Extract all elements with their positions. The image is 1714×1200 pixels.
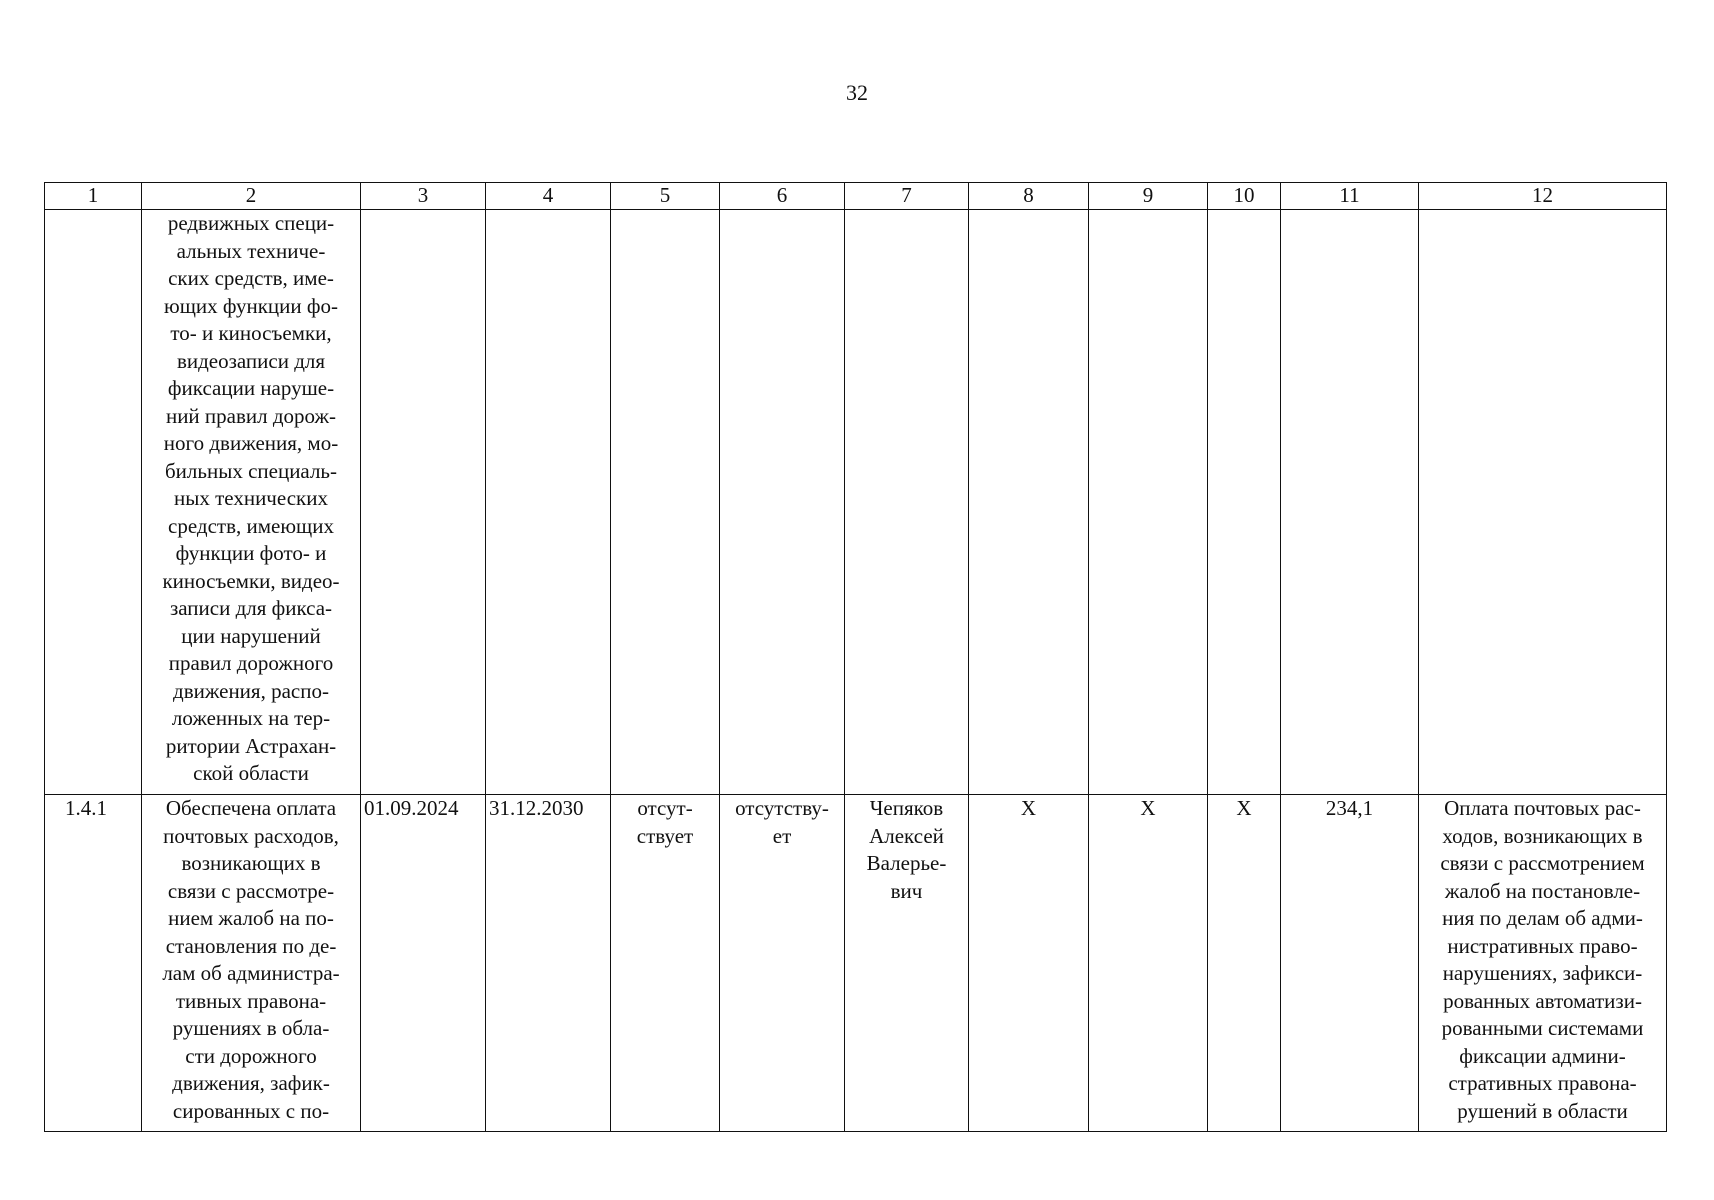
col-header-10: 10 bbox=[1208, 183, 1281, 210]
cell bbox=[486, 210, 611, 795]
col-header-11: 11 bbox=[1281, 183, 1419, 210]
cell-col9: X bbox=[1089, 795, 1208, 1132]
col-header-3: 3 bbox=[361, 183, 486, 210]
cell-amount: 234,1 bbox=[1281, 795, 1419, 1132]
col-header-12: 12 bbox=[1419, 183, 1667, 210]
cell-col6: отсутству- ет bbox=[720, 795, 845, 1132]
cell bbox=[845, 210, 969, 795]
col-header-1: 1 bbox=[45, 183, 142, 210]
col-header-6: 6 bbox=[720, 183, 845, 210]
table-row-continuation bbox=[45, 210, 1667, 795]
cell-end-date: 31.12.2030 bbox=[486, 795, 611, 1132]
cell-item-number: 1.4.1 bbox=[45, 795, 142, 1132]
cell-col10: X bbox=[1208, 795, 1281, 1132]
cell bbox=[1419, 210, 1667, 795]
cell bbox=[361, 210, 486, 795]
header-row bbox=[45, 183, 1667, 210]
cell-col5: отсут- ствует bbox=[611, 795, 720, 1132]
cell bbox=[720, 210, 845, 795]
col-header-7: 7 bbox=[845, 183, 969, 210]
col-header-4: 4 bbox=[486, 183, 611, 210]
cell-start-date: 01.09.2024 bbox=[361, 795, 486, 1132]
col-header-8: 8 bbox=[969, 183, 1089, 210]
cell-result: Оплата почтовых рас- ходов, возникающих в связи с рассмотрением жалоб на постановле- ния по делам об адми- нистративных право- нарушениях, зафикси- рованных автоматизи- рованными системами фиксации админи- стративных правона- рушений в области bbox=[1419, 795, 1667, 1132]
cell-description: Обеспечена оплата почтовых расходов, возникающих в связи с рассмотре- нием жалоб на по- становления по де- лам об администра- тивных правона- рушениях в обла- сти дорожного движения, зафик- сированных с по- bbox=[142, 795, 361, 1132]
col-header-2: 2 bbox=[142, 183, 361, 210]
cell bbox=[1281, 210, 1419, 795]
cell bbox=[1089, 210, 1208, 795]
cell bbox=[969, 210, 1089, 795]
cell bbox=[45, 210, 142, 795]
cell-description-continued: редвижных специ- альных техниче- ских средств, име- ющих функции фо- то- и киносъемки, видеозаписи для фиксации наруше- ний правил дорож- ного движения, мо- бильных специаль- ных технических средств, имеющих функции фото- и киносъемки, видео- записи для фикса- ции нарушений правил дорожного движения, распо- ложенных на тер- ритории Астрахан- ской области bbox=[142, 210, 361, 795]
cell bbox=[1208, 210, 1281, 795]
cell bbox=[611, 210, 720, 795]
cell-col8: X bbox=[969, 795, 1089, 1132]
measures-table bbox=[44, 182, 1667, 1132]
col-header-9: 9 bbox=[1089, 183, 1208, 210]
table-row-1-4-1 bbox=[45, 795, 1667, 1132]
col-header-5: 5 bbox=[611, 183, 720, 210]
page-number: 32 bbox=[846, 80, 868, 105]
cell-responsible-person: Чепяков Алексей Валерье- вич bbox=[845, 795, 969, 1132]
